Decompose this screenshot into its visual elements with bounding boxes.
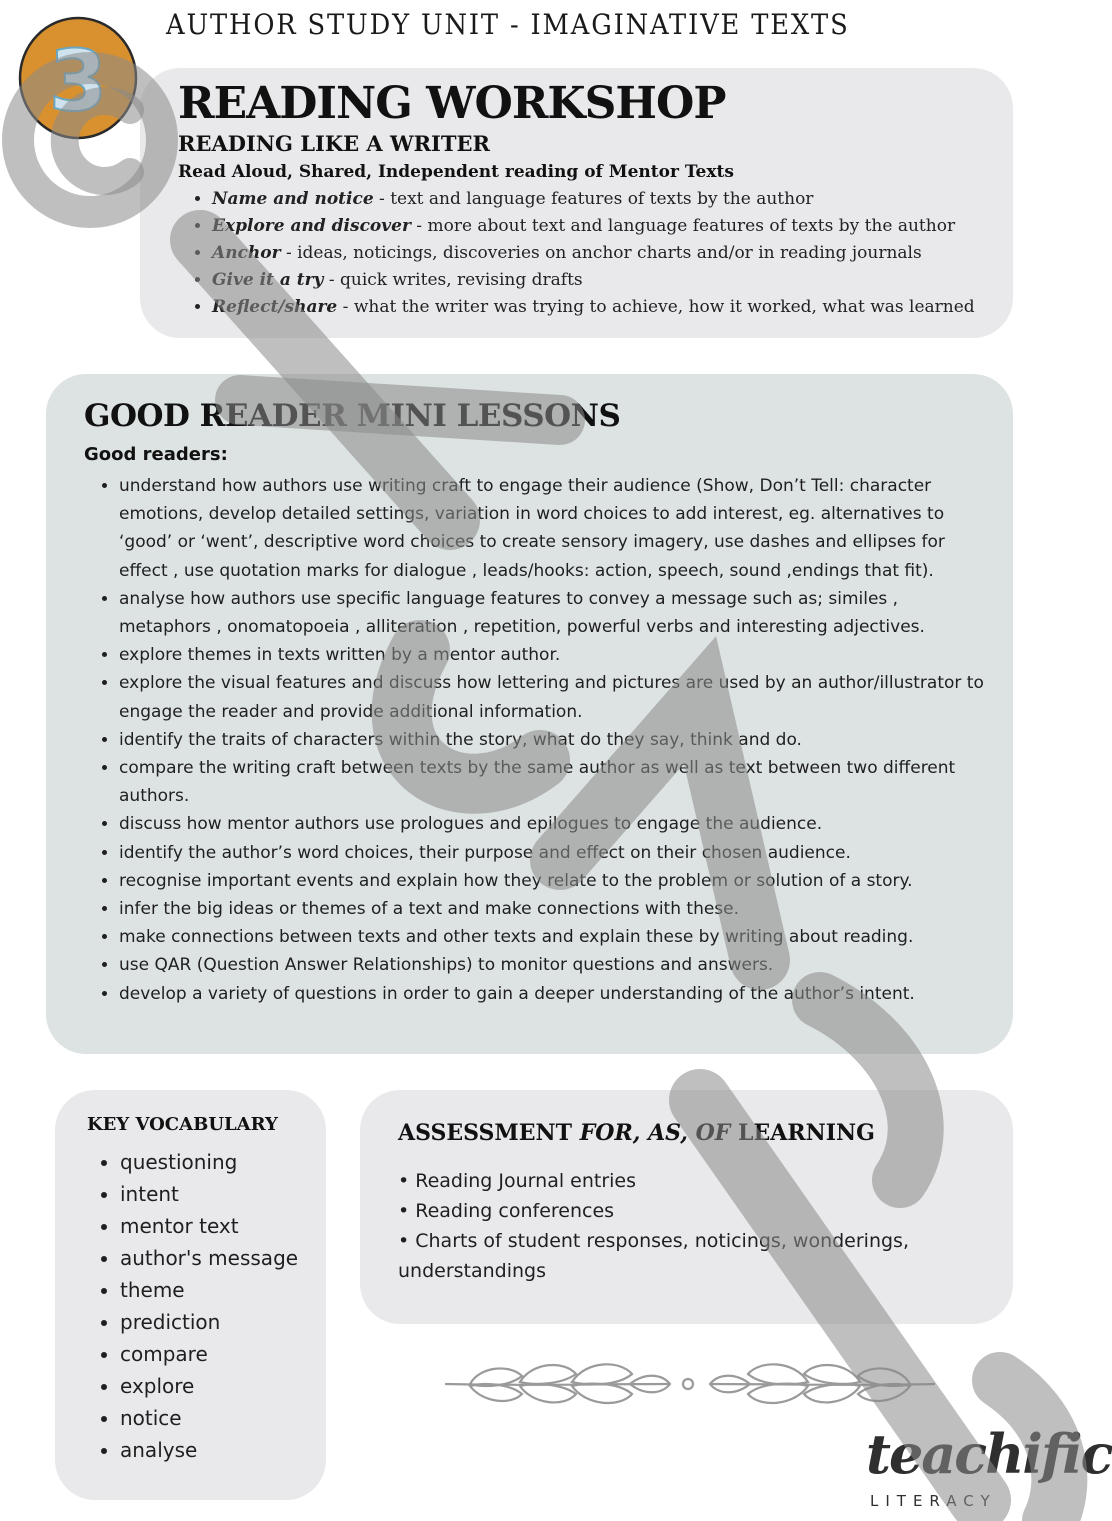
list-item: • use QAR (Question Answer Relationships) to monitor questions and answers. <box>119 951 989 979</box>
logo-wordmark: teachific <box>866 1422 1112 1486</box>
list-item: • author's message <box>120 1242 298 1274</box>
list-item: • Explore and discover - more about text and language features of texts by the author <box>212 213 1012 240</box>
list-item: • Reading conferences <box>398 1196 958 1226</box>
list-item: • identify the author’s word choices, their purpose and effect on their chosen audience. <box>119 839 989 867</box>
reading-workshop-subtitle: READING LIKE A WRITER <box>178 131 490 156</box>
list-item: • infer the big ideas or themes of a text and make connections with these. <box>119 895 989 923</box>
list-item: • theme <box>120 1274 298 1306</box>
list-item: • Reading Journal entries <box>398 1166 958 1196</box>
list-item: • mentor text <box>120 1210 298 1242</box>
assessment-list <box>398 1166 958 1286</box>
list-item: • recognise important events and explain how they relate to the problem or solution of a story. <box>119 867 989 895</box>
list-item: • Name and notice - text and language features of texts by the author <box>212 186 1012 213</box>
list-item: • explore <box>120 1370 298 1402</box>
list-item: • analyse <box>120 1434 298 1466</box>
reading-workshop-title: READING WORKSHOP <box>178 78 726 129</box>
list-item: • analyse how authors use specific language features to convey a message such as; similes , metaphors , onomatopoeia , alliteration , repetition, powerful verbs and interesting adjectives. <box>119 585 989 641</box>
key-vocabulary-panel <box>55 1090 326 1500</box>
badge-number: 3 <box>48 32 108 130</box>
mini-lessons-list <box>99 472 989 1008</box>
list-item: • make connections between texts and other texts and explain these by writing about reading. <box>119 923 989 951</box>
mini-lessons-panel <box>46 374 1013 1054</box>
list-item: • develop a variety of questions in order to gain a deeper understanding of the author’s intent. <box>119 980 989 1008</box>
key-vocabulary-title: KEY VOCABULARY <box>87 1114 278 1135</box>
list-item: • intent <box>120 1178 298 1210</box>
list-item: • compare the writing craft between texts by the same author as well as text between two different authors. <box>119 754 989 810</box>
reading-workshop-list <box>192 186 1012 321</box>
list-item: • explore the visual features and discuss how lettering and pictures are used by an author/illustrator to engage the reader and provide additional information. <box>119 669 989 725</box>
assessment-panel <box>360 1090 1013 1324</box>
reading-workshop-panel <box>140 68 1013 338</box>
list-item: • compare <box>120 1338 298 1370</box>
list-item: • discuss how mentor authors use prologues and epilogues to engage the audience. <box>119 810 989 838</box>
mini-lessons-title: GOOD READER MINI LESSONS <box>84 398 621 434</box>
list-item: • Anchor - ideas, noticings, discoveries on anchor charts and/or in reading journals <box>212 240 1012 267</box>
teachific-logo <box>864 1422 1112 1516</box>
unit-title: AUTHOR STUDY UNIT - IMAGINATIVE TEXTS <box>166 8 850 41</box>
list-item: • Charts of student responses, noticings, wonderings, understandings <box>398 1226 958 1286</box>
list-item: • questioning <box>120 1146 298 1178</box>
list-item: • identify the traits of characters within the story, what do they say, think and do. <box>119 726 989 754</box>
laurel-divider-icon <box>440 1354 940 1416</box>
list-item: • prediction <box>120 1306 298 1338</box>
reading-workshop-intro: Read Aloud, Shared, Independent reading of Mentor Texts <box>178 162 734 182</box>
mini-lessons-subtitle: Good readers: <box>84 444 228 465</box>
assessment-title: ASSESSMENT FOR, AS, OF LEARNING <box>398 1120 875 1146</box>
list-item: • notice <box>120 1402 298 1434</box>
list-item: • Reflect/share - what the writer was trying to achieve, how it worked, what was learned <box>212 294 1012 321</box>
unit-number-badge <box>18 16 138 140</box>
logo-subtitle: LITERACY <box>870 1492 997 1510</box>
list-item: • Give it a try - quick writes, revising drafts <box>212 267 1012 294</box>
list-item: • understand how authors use writing craft to engage their audience (Show, Don’t Tell: character emotions, develop detailed settings, variation in word choices to add interest, eg. alternatives to ‘good’ or ‘went’, descriptive word choices to create sensory imagery, use dashes and ellipses for effect , use quotation marks for dialogue , leads/hooks: action, speech, sound ,endings that fit). <box>119 472 989 585</box>
key-vocabulary-list <box>101 1146 298 1466</box>
list-item: • explore themes in texts written by a mentor author. <box>119 641 989 669</box>
